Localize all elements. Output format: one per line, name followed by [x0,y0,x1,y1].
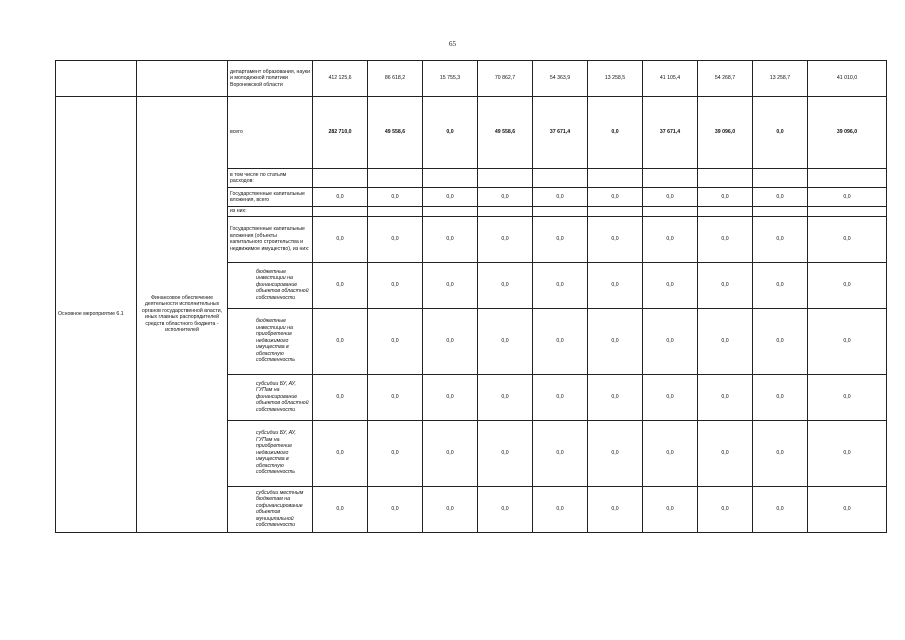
value-cell: 0,0 [478,216,533,262]
expense-label-cell: департамент образования, науки и молодежной политики Воронежской области [228,61,313,97]
value-cell: 0,0 [698,216,753,262]
expense-label-cell: Государственные капитальные вложения, всего [228,188,313,207]
value-cell: 0,0 [753,374,808,420]
value-cell: 39 096,0 [698,97,753,169]
value-cell: 54 268,7 [698,61,753,97]
expense-label-cell: бюджетные инвестиции на приобретение недвижимого имущества в областную собственность [228,308,313,374]
value-cell: 0,0 [313,216,368,262]
value-cell: 0,0 [588,308,643,374]
value-cell: 0,0 [423,308,478,374]
value-cell [753,169,808,188]
value-cell [588,169,643,188]
value-cell: 0,0 [478,188,533,207]
page-number: 65 [449,40,456,48]
value-cell [643,207,698,217]
value-cell: 0,0 [808,374,887,420]
value-cell: 0,0 [368,374,423,420]
value-cell [478,169,533,188]
table-row [56,97,887,169]
value-cell: 0,0 [753,262,808,308]
value-cell: 0,0 [808,308,887,374]
value-cell: 0,0 [478,486,533,532]
value-cell: 0,0 [368,262,423,308]
value-cell: 0,0 [588,486,643,532]
expense-label-cell: Государственные капитальные вложения (объекты капитального строительства и недвижимое имущество), из них: [228,216,313,262]
value-cell: 0,0 [588,97,643,169]
value-cell [588,207,643,217]
value-cell: 70 862,7 [478,61,533,97]
expense-label-cell: бюджетные инвестиции на финансирование объектов областной собственности [228,262,313,308]
value-cell: 49 558,6 [368,97,423,169]
value-cell: 0,0 [643,374,698,420]
value-cell [478,207,533,217]
event-name-cell [56,61,137,97]
value-cell: 0,0 [533,262,588,308]
value-cell: 13 258,5 [588,61,643,97]
value-cell: 0,0 [643,262,698,308]
value-cell: 0,0 [533,486,588,532]
value-cell: 0,0 [368,188,423,207]
expense-label-cell: в том числе по статьям расходов: [228,169,313,188]
value-cell: 0,0 [533,420,588,486]
value-cell: 0,0 [478,420,533,486]
value-cell: 0,0 [313,374,368,420]
value-cell: 0,0 [643,216,698,262]
value-cell [643,169,698,188]
value-cell [313,169,368,188]
value-cell [423,169,478,188]
value-cell: 15 755,3 [423,61,478,97]
value-cell: 0,0 [423,188,478,207]
value-cell: 0,0 [588,420,643,486]
value-cell: 41 105,4 [643,61,698,97]
value-cell: 13 258,7 [753,61,808,97]
value-cell: 37 671,4 [643,97,698,169]
value-cell: 0,0 [368,216,423,262]
value-cell: 0,0 [698,420,753,486]
event-description-cell: Финансовое обеспечение деятельности исполнительных органов государственной власти, иных главных распорядителей средств областного бюджета - исполнителей [137,97,228,533]
value-cell: 86 618,2 [368,61,423,97]
expense-label-cell: субсидии БУ, АУ, ГУПам на приобретение недвижимого имущества в областную собственность [228,420,313,486]
value-cell: 0,0 [698,308,753,374]
value-cell [808,169,887,188]
value-cell: 0,0 [478,308,533,374]
value-cell [368,169,423,188]
value-cell: 0,0 [313,188,368,207]
value-cell: 0,0 [753,420,808,486]
value-cell: 0,0 [368,420,423,486]
value-cell: 49 558,6 [478,97,533,169]
value-cell: 0,0 [753,486,808,532]
value-cell: 39 096,0 [808,97,887,169]
value-cell: 0,0 [478,374,533,420]
event-name-cell: Основное мероприятие 6.1 [56,97,137,533]
expense-label-cell: субсидии БУ, АУ, ГУПам на финансирование объектов областной собственности [228,374,313,420]
value-cell: 0,0 [698,374,753,420]
expense-label-cell: субсидии местным бюджетам на софинансирование объектов муниципальной собственности [228,486,313,532]
value-cell [423,207,478,217]
value-cell: 282 710,0 [313,97,368,169]
table-row [56,61,887,97]
value-cell: 0,0 [588,374,643,420]
value-cell: 0,0 [423,374,478,420]
value-cell [313,207,368,217]
value-cell: 0,0 [533,308,588,374]
value-cell: 0,0 [643,486,698,532]
value-cell: 0,0 [698,486,753,532]
value-cell: 0,0 [533,188,588,207]
value-cell: 0,0 [533,216,588,262]
expense-label-cell: из них: [228,207,313,217]
value-cell: 0,0 [808,188,887,207]
value-cell: 0,0 [313,420,368,486]
value-cell: 0,0 [753,188,808,207]
value-cell: 0,0 [478,262,533,308]
value-cell [698,207,753,217]
value-cell: 37 671,4 [533,97,588,169]
value-cell: 0,0 [698,262,753,308]
value-cell [808,207,887,217]
value-cell: 0,0 [753,97,808,169]
value-cell [533,169,588,188]
value-cell: 0,0 [533,374,588,420]
value-cell: 54 363,9 [533,61,588,97]
value-cell: 0,0 [588,216,643,262]
value-cell: 41 010,0 [808,61,887,97]
value-cell: 0,0 [368,486,423,532]
value-cell: 0,0 [643,188,698,207]
value-cell: 0,0 [753,216,808,262]
value-cell [753,207,808,217]
value-cell: 0,0 [808,216,887,262]
value-cell: 0,0 [753,308,808,374]
value-cell: 0,0 [423,97,478,169]
event-description-cell [137,61,228,97]
value-cell: 0,0 [808,420,887,486]
value-cell: 0,0 [643,308,698,374]
value-cell: 0,0 [808,262,887,308]
value-cell: 0,0 [313,308,368,374]
value-cell: 0,0 [808,486,887,532]
value-cell [533,207,588,217]
value-cell: 412 125,6 [313,61,368,97]
value-cell: 0,0 [423,262,478,308]
value-cell: 0,0 [313,262,368,308]
expense-label-cell: всего [228,97,313,169]
value-cell: 0,0 [698,188,753,207]
budget-table [55,60,887,533]
value-cell: 0,0 [643,420,698,486]
value-cell: 0,0 [423,420,478,486]
value-cell: 0,0 [588,188,643,207]
value-cell: 0,0 [588,262,643,308]
value-cell: 0,0 [313,486,368,532]
value-cell: 0,0 [423,216,478,262]
value-cell: 0,0 [423,486,478,532]
value-cell [698,169,753,188]
value-cell: 0,0 [368,308,423,374]
value-cell [368,207,423,217]
